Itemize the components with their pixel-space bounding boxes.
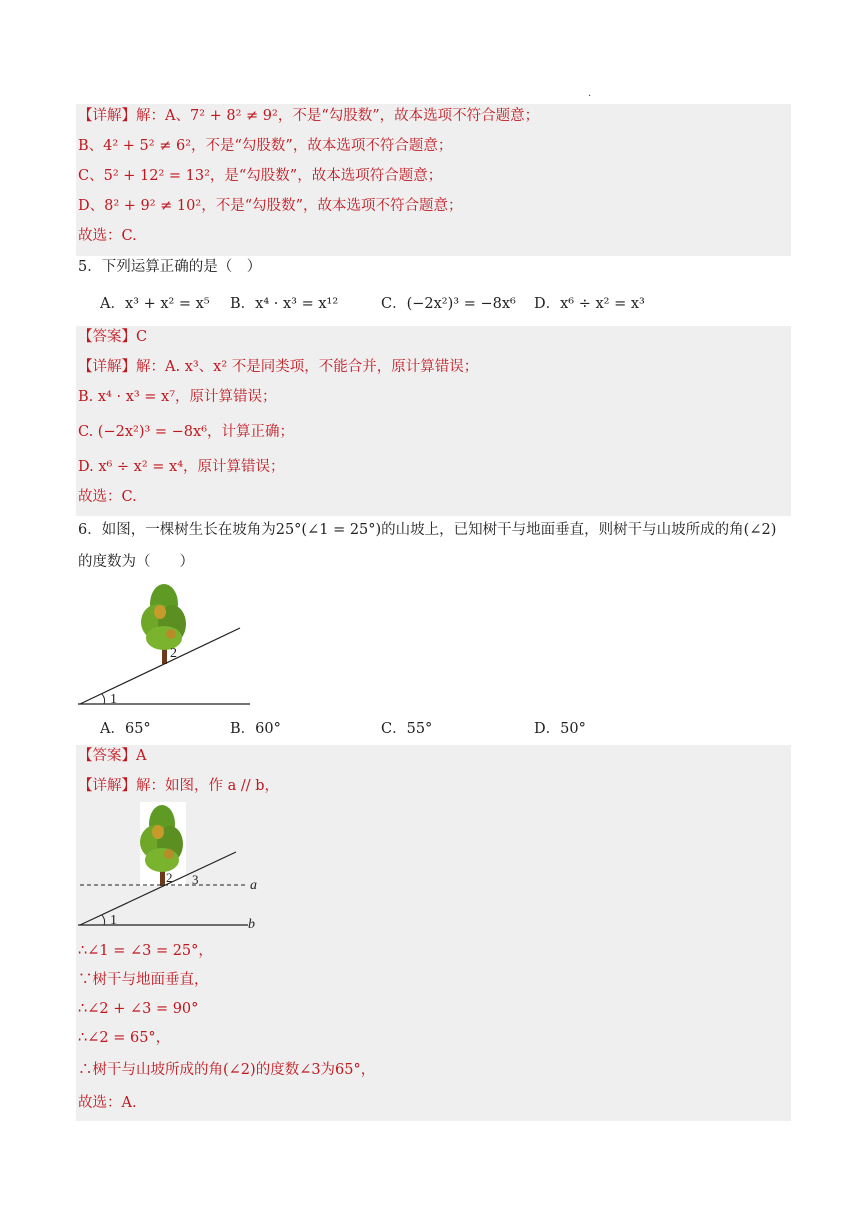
q6-step-5: ∴树干与山坡所成的角(∠2)的度数∠3为65°， xyxy=(78,1062,376,1078)
q6-option-b: B．60° xyxy=(230,721,281,737)
q4-conclusion: 故选：C. xyxy=(78,228,137,244)
q6-analysis-intro: 【详解】解：如图，作 a // b， xyxy=(78,778,280,794)
q5-option-b: B．x⁴ · x³ = x¹² xyxy=(230,296,339,312)
q5-analysis-line-2: B. x⁴ · x³ = x⁷，原计算错误； xyxy=(78,389,277,405)
q6-step-1: ∴∠1 = ∠3 = 25°， xyxy=(78,943,213,959)
q5-option-a: A．x³ + x² = x⁵ xyxy=(100,296,210,312)
q5-option-c: C．(−2x²)³ = −8x⁶ xyxy=(381,296,516,312)
q6-step-2: ∵树干与地面垂直， xyxy=(78,972,209,988)
q5-stem: 5．下列运算正确的是（ ） xyxy=(78,259,262,275)
q6-step-3: ∴∠2 + ∠3 = 90° xyxy=(78,1001,199,1017)
q5-answer: 【答案】C xyxy=(78,329,148,345)
q6-option-a: A．65° xyxy=(100,721,151,737)
q4-analysis-line-3: C、5² + 12² = 13²，是“勾股数”，故本选项符合题意； xyxy=(78,168,443,184)
line-b-label: b xyxy=(248,917,255,932)
q5-option-d: D．x⁶ ÷ x² = x³ xyxy=(534,296,645,312)
q4-analysis-line-1: 【详解】解：A、7² + 8² ≠ 9²，不是“勾股数”，故本选项不符合题意； xyxy=(78,108,540,124)
q6-stem-line-2: 的度数为（ ） xyxy=(78,554,194,570)
q6-figure-parallel-lines xyxy=(74,802,274,932)
page-mark: . xyxy=(588,88,592,99)
q6-answer: 【答案】A xyxy=(78,748,147,764)
q6-option-d: D．50° xyxy=(534,721,586,737)
q5-conclusion: 故选：C. xyxy=(78,489,137,505)
q6-conclusion: 故选：A. xyxy=(78,1095,137,1111)
q6-option-c: C．55° xyxy=(381,721,433,737)
q5-analysis-line-4: D. x⁶ ÷ x² = x⁴，原计算错误； xyxy=(78,459,285,475)
angle-1-arc xyxy=(102,694,105,704)
q5-analysis-line-3: C. (−2x²)³ = −8x⁶，计算正确； xyxy=(78,424,295,440)
angle-2-label: 1 xyxy=(110,692,117,707)
angle-1-label: 2 xyxy=(170,646,177,661)
angle-3-label: 3 xyxy=(192,872,199,887)
q6-figure-slope-tree xyxy=(74,578,254,710)
angle-2-label: 2 xyxy=(166,870,173,885)
q4-analysis-line-4: D、8² + 9² ≠ 10²，不是“勾股数”，故本选项不符合题意； xyxy=(78,198,463,214)
q6-step-4: ∴∠2 = 65°， xyxy=(78,1030,171,1046)
q5-analysis-line-1: 【详解】解：A. x³、x² 不是同类项，不能合并，原计算错误； xyxy=(78,359,479,375)
q5-answer-box xyxy=(76,326,791,516)
tree-icon xyxy=(141,584,186,664)
angle-1-label: 1 xyxy=(110,913,117,928)
q6-stem-line-1: 6．如图，一棵树生长在坡角为25°(∠1 = 25°)的山坡上，已知树干与地面垂直，则树干与山坡所成的角(∠2) xyxy=(78,522,777,538)
q4-analysis-line-2: B、4² + 5² ≠ 6²，不是“勾股数”，故本选项不符合题意； xyxy=(78,138,453,154)
angle-1-arc xyxy=(102,915,105,925)
line-a-label: a xyxy=(250,878,257,893)
